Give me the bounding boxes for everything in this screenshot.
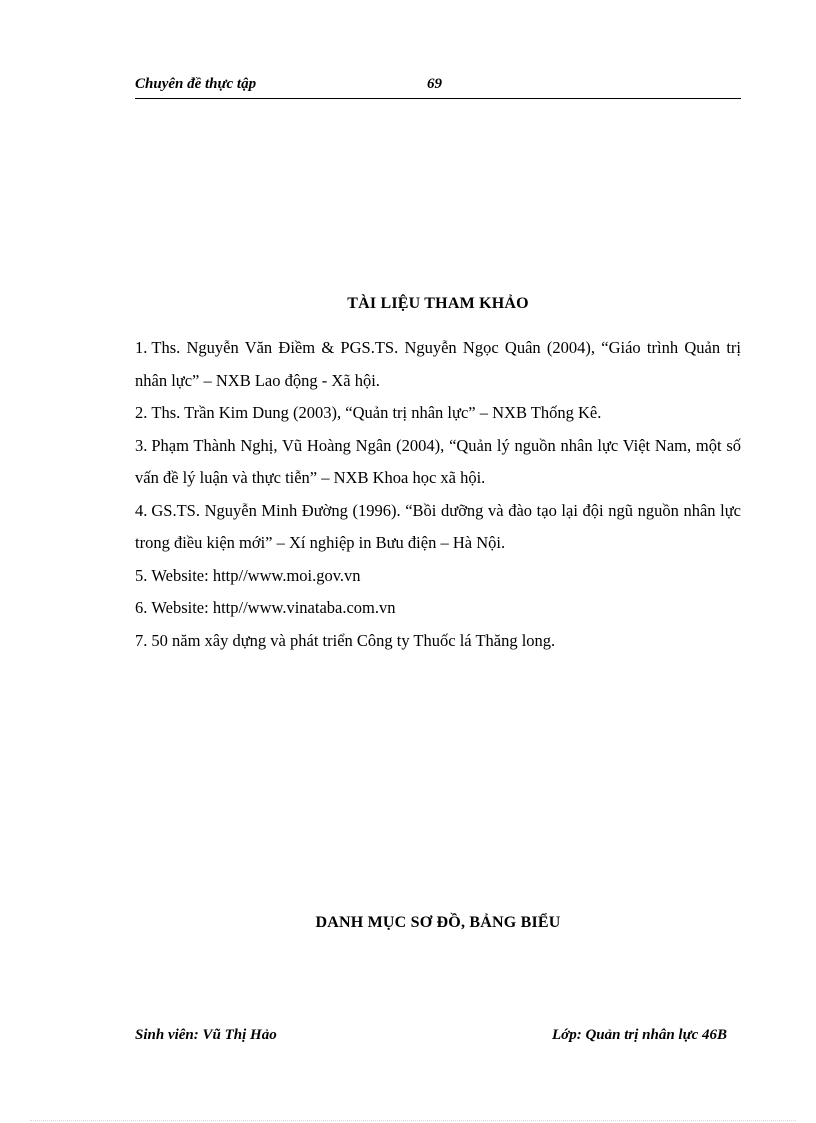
page-number: 69 (427, 76, 442, 92)
reference-text: GS.TS. Nguyễn Minh Đường (1996). “Bồi dưỡng và đào tạo lại đội ngũ nguồn nhân lực trong điều kiện mới” – Xí nghiệp in Bưu điện – Hà Nội. (135, 500, 741, 552)
reference-item (135, 560, 741, 593)
reference-number: 3. (135, 435, 148, 455)
reference-item (135, 592, 741, 625)
reference-item (135, 625, 741, 658)
header-title: Chuyên đề thực tập (135, 76, 257, 92)
footer-student: Sinh viên: Vũ Thị Hảo (135, 1027, 277, 1043)
reference-number: 6. (135, 598, 148, 617)
reference-text: 50 năm xây dựng và phát triển Công ty Thuốc lá Thăng long. (151, 630, 556, 650)
reference-list (135, 332, 741, 657)
reference-number: 2. (135, 403, 148, 422)
reference-item (135, 430, 741, 495)
page-edge-divider (30, 1120, 796, 1121)
reference-number: 5. (135, 565, 148, 585)
reference-text: Website: http//www.vinataba.com.vn (151, 598, 396, 617)
reference-item (135, 495, 741, 560)
reference-text: Ths. Nguyễn Văn Điềm & PGS.TS. Nguyễn Ngọc Quân (2004), “Giáo trình Quản trị nhân lực” – NXB Lao động - Xã hội. (135, 338, 741, 390)
reference-number: 1. (135, 338, 148, 357)
figures-tables-heading: DANH MỤC SƠ ĐỒ, BẢNG BIỂU (315, 914, 561, 931)
reference-item (135, 332, 741, 397)
reference-text: Website: http//www.moi.gov.vn (151, 565, 361, 585)
reference-text: Ths. Trần Kim Dung (2003), “Quản trị nhân lực” – NXB Thống Kê. (151, 403, 602, 422)
reference-item (135, 397, 741, 430)
footer-class: Lớp: Quản trị nhân lực 46B (552, 1027, 727, 1043)
references-heading: TÀI LIỆU THAM KHẢO (347, 295, 529, 312)
page-header (135, 74, 741, 99)
reference-number: 4. (135, 500, 148, 520)
reference-number: 7. (135, 630, 148, 650)
reference-text: Phạm Thành Nghị, Vũ Hoàng Ngân (2004), “Quản lý nguồn nhân lực Việt Nam, một số vấn đề lý luận và thực tiễn” – NXB Khoa học xã hội. (135, 435, 741, 487)
